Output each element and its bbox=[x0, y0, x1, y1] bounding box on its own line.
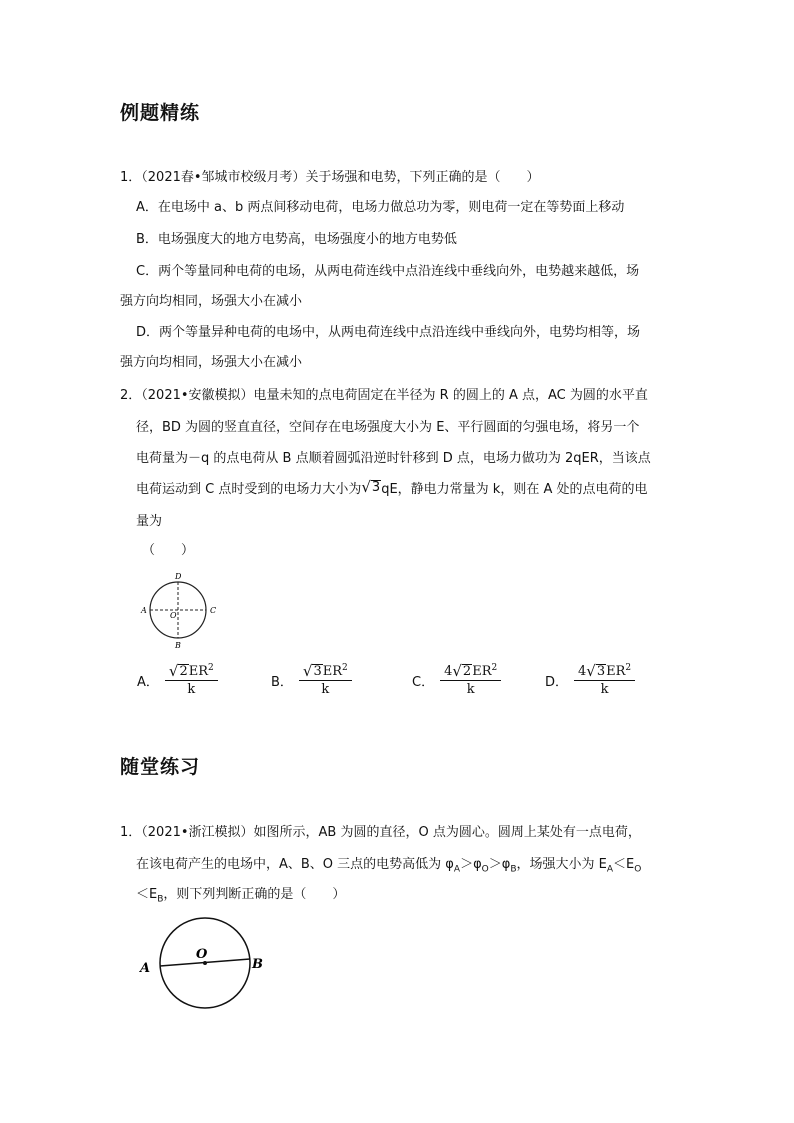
p1-line2: 在该电荷产生的电场中，A、B、O 三点的电势高低为 $\varphi_A>\varphi_O>\varphi_B$，场强大小为 $E_A<E_O$ bbox=[136, 857, 642, 875]
q2-answer-blank: （ ） bbox=[142, 543, 195, 558]
q2-option-c bbox=[412, 664, 501, 697]
q2-option-d bbox=[545, 664, 635, 697]
option-fraction: √ 3 ER 2 k bbox=[299, 664, 352, 697]
q1-option-c-line2: 强方向均相同，场强大小在减小 bbox=[120, 294, 303, 309]
label-o: O bbox=[196, 947, 208, 962]
q2-sqrt-value: 3 bbox=[371, 480, 381, 495]
section-heading-examples: 例题精练 bbox=[120, 102, 201, 124]
q2-line4-post: qE，静电力常量为 k，则在 A 处的点电荷的电 bbox=[381, 482, 648, 497]
q1-stem: 1．（2021春•邹城市校级月考）关于场强和电势，下列正确的是（ ） bbox=[120, 170, 540, 185]
p1-line1: 1．（2021•浙江模拟）如图所示，AB 为圆的直径，O 点为圆心。圆周上某处有一点电荷， bbox=[120, 825, 641, 840]
q1-option-d-line2: 强方向均相同，场强大小在减小 bbox=[120, 355, 303, 370]
q1-option-b: B．电场强度大的地方电势高，电场强度小的地方电势低 bbox=[136, 232, 457, 247]
q1-option-c-line1: C．两个等量同种电荷的电场，从两电荷连线中点沿连线中垂线向外，电势越来越低，场 bbox=[136, 264, 640, 279]
q2-sqrt: √ 3 bbox=[361, 478, 381, 496]
label-a: A bbox=[141, 606, 147, 615]
q2-circle-figure bbox=[138, 568, 224, 654]
p1-circle-figure bbox=[136, 914, 272, 1014]
q2-line5: 量为 bbox=[136, 514, 163, 529]
section-heading-practice: 随堂练习 bbox=[120, 756, 201, 778]
label-a: A bbox=[140, 961, 151, 976]
q2-line4 bbox=[136, 480, 647, 500]
p1-line3: $<E_B$，则下列判断正确的是（ ） bbox=[136, 887, 346, 905]
option-fraction: 4 √ 2 ER 2 k bbox=[440, 664, 501, 697]
label-o: O bbox=[170, 611, 177, 620]
option-fraction: √ 2 ER 2 k bbox=[165, 664, 218, 697]
q2-option-b bbox=[271, 664, 352, 697]
q2-line1: 2．（2021•安徽模拟）电量未知的点电荷固定在半径为 R 的圆上的 A 点，AC 为圆的水平直 bbox=[120, 388, 648, 403]
option-label: A． bbox=[137, 675, 159, 690]
option-fraction: 4 √ 3 ER 2 k bbox=[574, 664, 635, 697]
option-label: B． bbox=[271, 675, 293, 690]
label-b: B bbox=[175, 641, 181, 650]
q1-option-a: A．在电场中 a、b 两点间移动电荷，电场力做总功为零，则电荷一定在等势面上移动 bbox=[136, 200, 625, 215]
q1-option-d-line1: D．两个等量异种电荷的电场中，从两电荷连线中点沿连线中垂线向外，电势均相等，场 bbox=[136, 325, 641, 340]
option-label: C． bbox=[412, 675, 435, 690]
q2-line4-pre: 电荷运动到 C 点时受到的电场力大小为 bbox=[136, 482, 362, 497]
q2-option-a bbox=[137, 664, 218, 697]
q2-line3: 电荷量为－q 的点电荷从 B 点顺着圆弧沿逆时针移到 D 点，电场力做功为 2qER，当该点 bbox=[136, 451, 651, 466]
label-c: C bbox=[210, 606, 217, 615]
option-label: D． bbox=[545, 675, 569, 690]
label-b: B bbox=[252, 957, 263, 972]
q2-line2: 径，BD 为圆的竖直直径，空间存在电场强度大小为 E、平行圆面的匀强电场，将另一个 bbox=[136, 420, 640, 435]
label-d: D bbox=[175, 572, 182, 581]
